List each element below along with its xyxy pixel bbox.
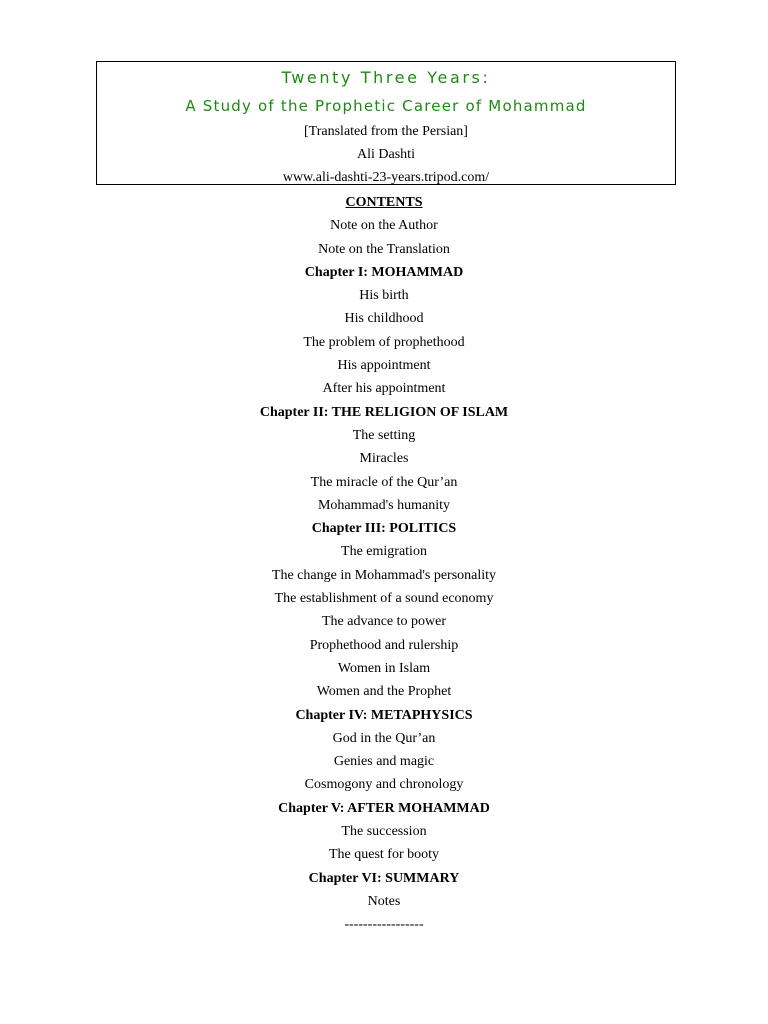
contents-entry[interactable]: Women and the Prophet xyxy=(316,684,452,700)
contents-entry[interactable]: Women in Islam xyxy=(337,660,431,676)
book-title: Twenty Three Years: xyxy=(281,68,491,87)
contents-entry[interactable]: The problem of prophethood xyxy=(303,334,465,350)
contents-entry[interactable]: Note on the Author xyxy=(330,218,438,234)
contents-entry[interactable]: The advance to power xyxy=(322,614,446,630)
contents-entry[interactable]: God in the Qur’an xyxy=(332,730,436,746)
contents-entry[interactable]: Miracles xyxy=(359,451,409,467)
chapter-heading[interactable]: Chapter VI: SUMMARY xyxy=(308,870,460,886)
contents-entry[interactable]: The establishment of a sound economy xyxy=(274,591,494,607)
author-name: Ali Dashti xyxy=(357,147,415,162)
chapter-heading[interactable]: Chapter V: AFTER MOHAMMAD xyxy=(278,800,490,816)
contents-entry[interactable]: The miracle of the Qur’an xyxy=(310,474,458,490)
title-box xyxy=(96,61,676,185)
book-subtitle: A Study of the Prophetic Career of Mohammad xyxy=(185,97,587,115)
contents-entry[interactable]: The setting xyxy=(352,427,416,443)
contents-entry[interactable]: ----------------- xyxy=(344,917,424,933)
contents-list xyxy=(0,214,768,936)
website-link[interactable]: www.ali-dashti-23-years.tripod.com/ xyxy=(282,170,490,185)
chapter-heading[interactable]: Chapter I: MOHAMMAD xyxy=(304,264,464,280)
chapter-heading[interactable]: Chapter III: POLITICS xyxy=(311,521,457,537)
contents-entry[interactable]: His birth xyxy=(359,288,409,304)
translation-note: [Translated from the Persian] xyxy=(304,124,468,139)
contents-entry[interactable]: After his appointment xyxy=(322,381,446,397)
contents-entry[interactable]: Notes xyxy=(367,893,401,909)
contents-entry[interactable]: The quest for booty xyxy=(328,847,440,863)
contents-entry[interactable]: Prophethood and rulership xyxy=(309,637,459,653)
contents-entry[interactable]: Genies and magic xyxy=(333,754,435,770)
contents-entry[interactable]: The succession xyxy=(341,824,427,840)
chapter-heading[interactable]: Chapter II: THE RELIGION OF ISLAM xyxy=(259,404,509,420)
contents-entry[interactable]: Note on the Translation xyxy=(318,241,450,257)
contents-entry[interactable]: Mohammad's humanity xyxy=(317,497,450,513)
contents-heading: CONTENTS xyxy=(345,195,423,210)
contents-entry[interactable]: His appointment xyxy=(337,358,431,374)
chapter-heading[interactable]: Chapter IV: METAPHYSICS xyxy=(295,707,473,723)
contents-entry[interactable]: The emigration xyxy=(341,544,427,560)
contents-entry[interactable]: Cosmogony and chronology xyxy=(304,777,464,793)
table-of-contents xyxy=(0,191,768,937)
contents-entry[interactable]: The change in Mohammad's personality xyxy=(271,567,497,583)
contents-entry[interactable]: His childhood xyxy=(344,311,424,327)
